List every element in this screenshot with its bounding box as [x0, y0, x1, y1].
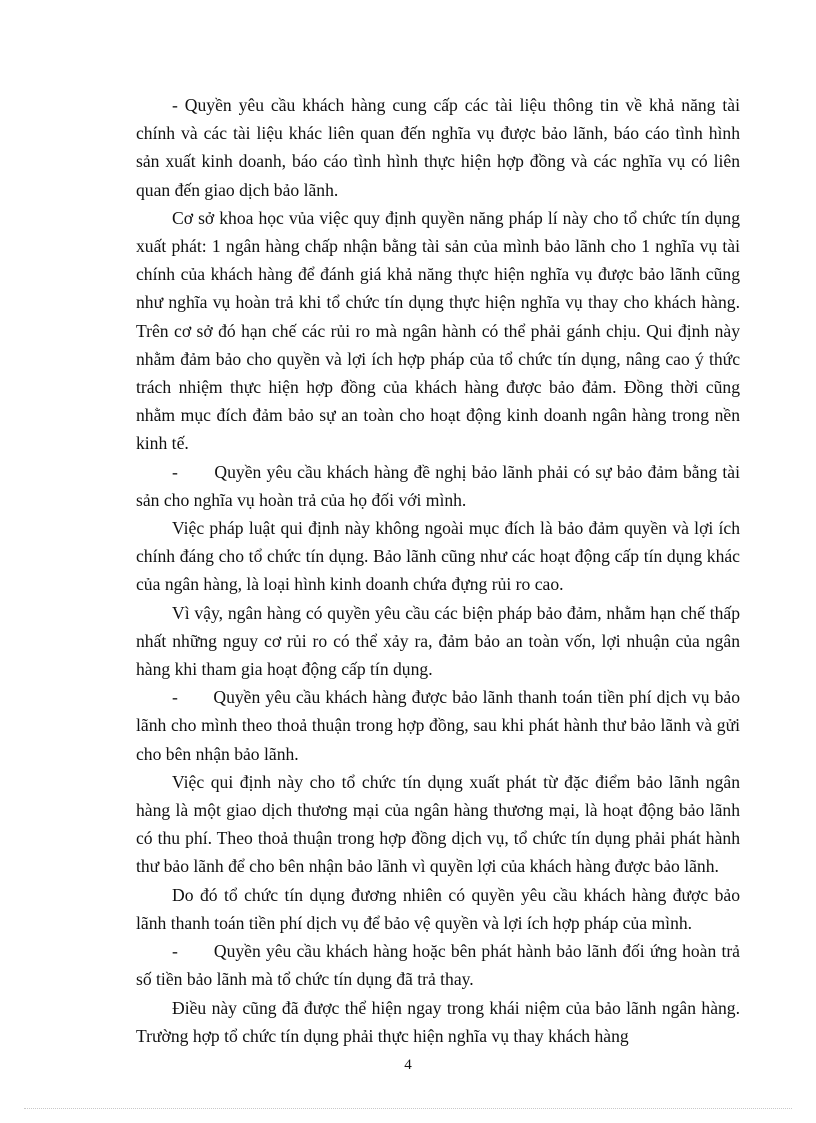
- page-number: 4: [404, 1057, 412, 1073]
- paragraph-4: Việc pháp luật qui định này không ngoài mục đích là bảo đảm quyền và lợi ích chính đáng cho tổ chức tín dụng. Bảo lãnh cũng như các hoạt động cấp tín dụng khác của ngân hàng, là loại hình kinh doanh chứa đựng rủi ro cao.: [136, 518, 740, 595]
- paragraph-1: - Quyền yêu cầu khách hàng cung cấp các tài liệu thông tin về khả năng tài chính và các tài liệu khác liên quan đến nghĩa vụ được bảo lãnh, báo cáo tình hình sản xuất kinh doanh, báo cáo tình hình thực hiện hợp đồng và các nghĩa vụ có liên quan đến giao dịch bảo lãnh.: [136, 95, 740, 200]
- paragraph-2: Cơ sở khoa học vủa việc quy định quyền năng pháp lí này cho tổ chức tín dụng xuất phát: 1 ngân hàng chấp nhận bằng tài sản của mình bảo lãnh cho 1 nghĩa vụ tài chính của khách hàng để đánh giá khả năng thực hiện nghĩa vụ được bảo lãnh cũng như nghĩa vụ hoàn trả khi tổ chức tín dụng thực hiện nghĩa vụ thay cho khách hàng. Trên cơ sở đó hạn chế các rủi ro mà ngân hành có thể phải gánh chịu. Qui định này nhằm đảm bảo cho quyền và lợi ích hợp pháp của tổ chức tín dụng, nâng cao ý thức trách nhiệm thực hiện hợp đồng của khách hàng được bảo đảm. Đồng thời cũng nhằm mục đích đảm bảo sự an toàn cho hoạt động kinh doanh ngân hàng trong nền kinh tế.: [136, 207, 740, 454]
- paragraph-7: Việc qui định này cho tổ chức tín dụng xuất phát từ đặc điểm bảo lãnh ngân hàng là một giao dịch thương mại của ngân hàng thương mại, là hoạt động bảo lãnh có thu phí. Theo thoả thuận trong hợp đồng dịch vụ, tổ chức tín dụng phải phát hành thư bảo lãnh để cho bên nhận bảo lãnh vì quyền lợi của khách hàng được bảo lãnh.: [136, 771, 740, 877]
- page-bottom-divider: [24, 1108, 792, 1109]
- paragraph-5: Vì vậy, ngân hàng có quyền yêu cầu các biện pháp bảo đảm, nhằm hạn chế thấp nhất những nguy cơ rủi ro có thể xảy ra, đảm bảo an toàn vốn, lợi nhuận của ngân hàng khi tham gia hoạt động cấp tín dụng.: [136, 602, 740, 680]
- paragraph-3: - Quyền yêu cầu khách hàng đề nghị bảo lãnh phải có sự bảo đảm bằng tài sản cho nghĩa vụ hoàn trả của họ đối với mình.: [136, 461, 745, 510]
- paragraph-8: Do đó tổ chức tín dụng đương nhiên có quyền yêu cầu khách hàng được bảo lãnh thanh toán tiền phí dịch vụ để bảo vệ quyền và lợi ích hợp pháp của mình.: [136, 884, 740, 933]
- paragraph-10: Điều này cũng đã được thể hiện ngay trong khái niệm của bảo lãnh ngân hàng. Trường hợp tổ chức tín dụng phải thực hiện nghĩa vụ thay khách hàng: [136, 997, 740, 1046]
- document-body: [136, 91, 745, 1050]
- paragraph-6: - Quyền yêu cầu khách hàng được bảo lãnh thanh toán tiền phí dịch vụ bảo lãnh cho mình theo thoả thuận trong hợp đồng, sau khi phát hành thư bảo lãnh và gửi cho bên nhận bảo lãnh.: [136, 687, 745, 764]
- paragraph-9: - Quyền yêu cầu khách hàng hoặc bên phát hành bảo lãnh đối ứng hoàn trả số tiền bảo lãnh mà tổ chức tín dụng đã trả thay.: [136, 941, 745, 990]
